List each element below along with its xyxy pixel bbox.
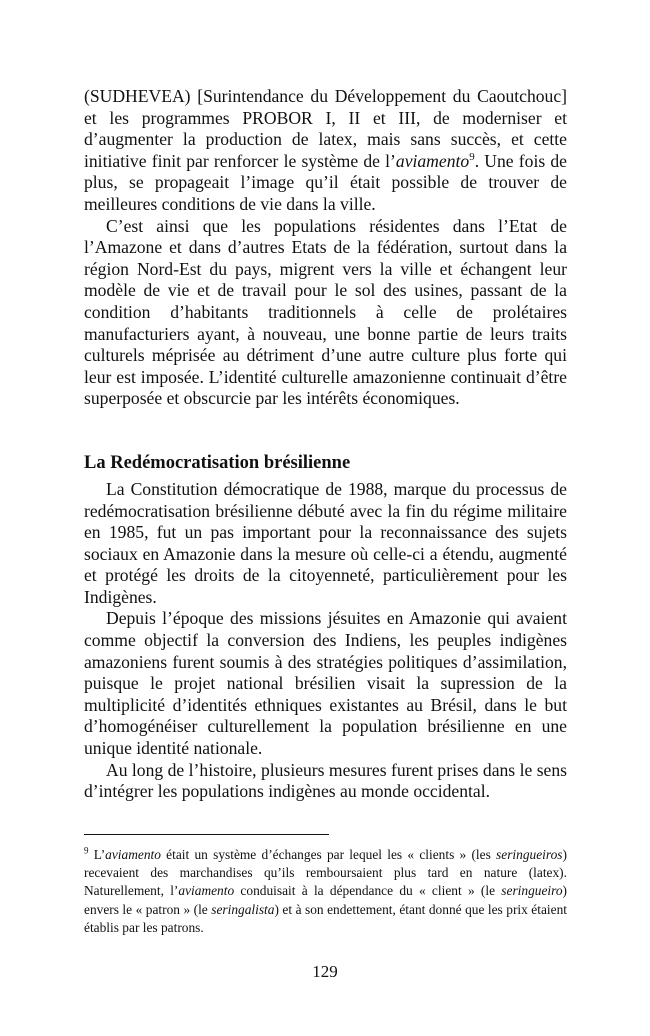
footnote-text: était un système d’échanges par lequel les « clients » (les (160, 847, 497, 862)
paragraph-1 (84, 86, 567, 216)
footnote-italic-term: aviamento (178, 883, 235, 899)
paragraph-1-text-a: (SUDHEVEA) [Surintendance du Développement du Caoutchouc] et les programmes PROBOR I, II et III, de moderniser et d’augmenter la production de latex, mais sans succès, et cette initiative finit par renforcer le système de l’ (84, 86, 567, 171)
paragraph-2: C’est ainsi que les populations résidentes dans l’Etat de l’Amazone et dans d’autres Etats de la fédération, surtout dans la région Nord-Est du pays, migrent vers la ville et échangent leur modèle de vie et de travail pour le sol des usines, passant de la condition d’habitants traditionnels à celle de prolétaires manufacturiers ayant, à nouveau, une bonne partie de leurs traits culturels méprisée au détriment d’une autre culture plus forte qui leur est imposée. L’identité culturelle amazonienne continuait d’être superposée et obscurcie par les intérêts économiques. (84, 215, 567, 409)
footnote-text: L’ (88, 847, 106, 862)
paragraph-4: Depuis l’époque des missions jésuites en Amazonie qui avaient comme objectif la conversion des Indiens, les peuples indigènes amazoniens furent soumis à des stratégies politiques d’assimilation, puisque le projet national brésilien visait la supression de la multiplicité d’identités ethniques existantes au Brésil, dans le but d’homogénéiser culturellement la population brésilienne en une unique identité nationale. (84, 608, 567, 759)
paragraph-1-text-b: . Une fois de plus, se propageait l’image qu’il était possible de trouver de meilleures conditions de vie dans la ville. (84, 150, 567, 214)
footnote-italic-term: aviamento (105, 847, 161, 862)
paragraph-3: La Constitution démocratique de 1988, marque du processus de redémocratisation brésilienne débuté avec la fin du régime militaire en 1985, fut un pas important pour la reconnaissance des sujets sociaux en Amazonie dans la mesure où celle-ci a étendu, augmenté et protégé les droits de la citoyenneté, particulièrement pour les Indigènes. (84, 478, 567, 607)
footnote-text: conduisait à la dépendance du « client » (le (234, 883, 502, 899)
footnote-italic-term: seringueiro (501, 883, 563, 899)
footnote-number: 9 (84, 845, 89, 856)
footnote-text: ) recevaient des marchandises qu’ils remboursaient plus tard en nature (latex). Naturellement, l’ (84, 847, 567, 899)
section-heading: La Redémocratisation brésilienne (84, 452, 351, 473)
footnote (84, 846, 567, 937)
footnote-text: ) et à son endettement, étant donné que les prix étaient établis par les patrons. (84, 901, 567, 935)
footnote-text: ) envers le « patron » (le (84, 883, 568, 917)
page-number: 129 (312, 962, 338, 981)
footnote-divider (84, 834, 329, 835)
paragraph-1-italic-term: aviamento (395, 150, 470, 171)
footnote-italic-term: seringalista (211, 901, 275, 917)
footnote-reference[interactable]: 9 (469, 150, 475, 163)
paragraph-5: Au long de l’histoire, plusieurs mesures furent prises dans le sens d’intégrer les populations indigènes au monde occidental. (84, 759, 567, 802)
page-body (84, 86, 567, 803)
footnote-italic-term: seringueiros (496, 847, 563, 862)
